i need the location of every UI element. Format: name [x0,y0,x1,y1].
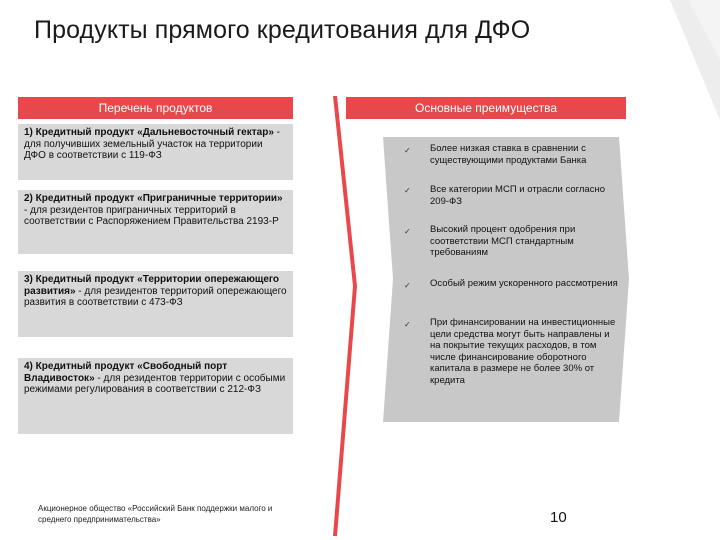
product-description: - для резидентов территорий опережающего развития в соответствии с 473-ФЗ [24,285,287,308]
check-icon: ✓ [404,227,411,236]
product-item-advanced-development [18,271,293,337]
advantage-item: Более низкая ставка в сравнении с существующими продуктами Банка [430,143,587,166]
product-description: - для получивших земельный участок на территории ДФО в соответствии с 119-ФЗ [24,127,280,161]
advantage-item: Все категории МСП и отрасли согласно 209-ФЗ [430,184,605,207]
check-icon: ✓ [404,281,411,290]
footer-organization: Акционерное общество «Российский Банк поддержки малого и среднего предпринимательства» [38,504,273,524]
product-title: 4) Кредитный продукт «Свободный порт Владивосток» [24,361,228,384]
check-icon: ✓ [404,146,411,155]
product-title: 1) Кредитный продукт «Дальневосточный гектар» [24,127,274,138]
page-number: 10 [550,509,567,526]
product-title: 2) Кредитный продукт «Приграничные территории» [24,193,283,204]
advantage-item: Высокий процент одобрения при соответствии МСП стандартным требованиям [430,224,576,258]
product-item-border-territories [18,190,293,254]
page-title: Продукты прямого кредитования для ДФО [34,16,531,44]
advantage-item: При финансировании на инвестиционные цели средства могут быть направлены и на покрытие текущих расходов, в том числе финансирование оборотного капитала в размере не более 30% от кредита [430,317,616,386]
product-description: - для резидентов территории с особыми режимами регулирования в соответствии с 212-ФЗ [24,372,286,395]
product-item-far-east-hectare [18,124,293,180]
check-icon: ✓ [404,320,411,329]
corner-decoration [648,0,720,540]
product-title: 3) Кредитный продукт «Территории опережающего развития» [24,274,280,297]
chevron-arrow-icon [333,96,365,536]
check-icon: ✓ [404,186,411,195]
advantages-header: Основные преимущества [346,97,626,119]
product-item-free-port-vladivostok [18,358,293,434]
products-header: Перечень продуктов [18,97,293,119]
advantage-item: Особый режим ускоренного рассмотрения [430,278,618,289]
product-description: - для резидентов приграничных территорий в соответствии с Распоряжением Правительства 2193-Р [24,204,279,227]
